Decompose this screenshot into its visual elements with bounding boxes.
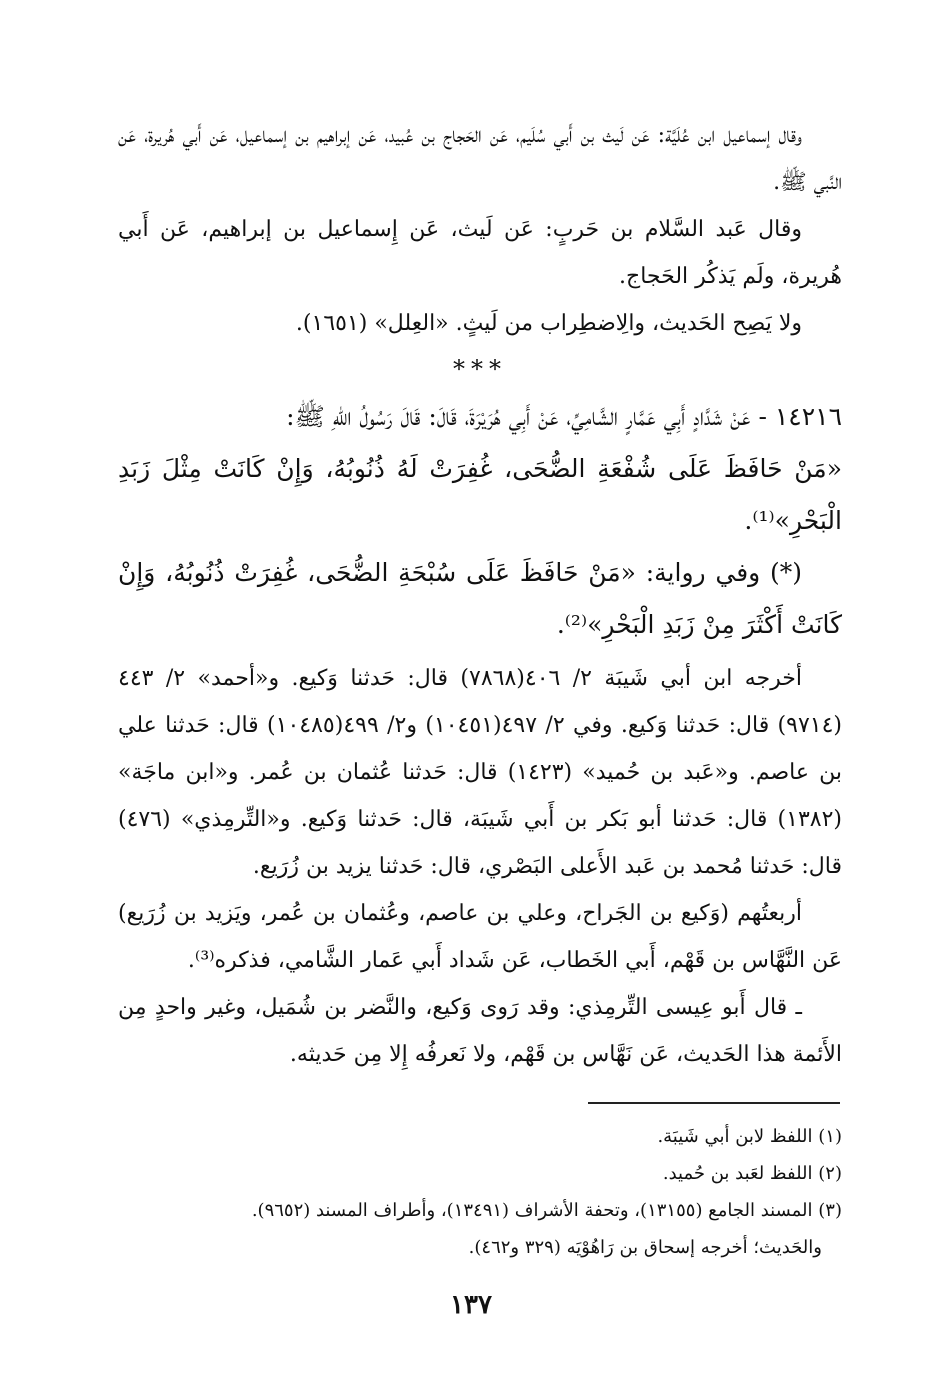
footnote-2: (٢) اللفظ لعَبد بن حُميد. xyxy=(662,1163,842,1184)
hadith-isnad: عَنْ شَدَّادٍ أَبِي عَمَّارٍ الشَّامِيِّ، عَنْ أَبِي هُرَيْرَةَ، قَالَ: قَالَ رَسُولُ اللهِ ﷺ: xyxy=(286,402,751,431)
hadith-heading xyxy=(118,391,842,443)
takhrij-paragraph-3: ـ قال أَبو عِيسى التِّرمِذي: وقد رَوى وَكيع، والنَّضر بن شُمَيل، وغير واحدٍ مِن الأَئمة هذا الحَديث، عَن نَهَّاس بن قَهْم، ولا نَعرفُه إِلا مِن حَديثه. xyxy=(118,995,842,1067)
footnote-1: (١) اللفظ لابن أبي شَيبَة. xyxy=(657,1126,842,1147)
footnote-3: (٣) المسند الجامع (١٣١٥٥)، وتحفة الأشراف (١٣٤٩١)، وأطراف المسند (٩٦٥٢). xyxy=(251,1200,842,1221)
takhrij-paragraph-1: أخرجه ابن أبي شَيبَة ٢/ ٤٠٦(٧٨٦٨) قال: حَدثنا وَكيع. و«أحمد» ٢/ ٤٤٣ (٩٧١٤) قال: حَدثنا وَكيع. وفي ٢/ ٤٩٧(١٠٤٥١) و٢/ ٤٩٩(١٠٤٨٥) قال: حَدثنا علي بن عاصم. و«عَبد بن حُميد» (١٤٢٣) قال: حَدثنا عُثمان بن عُمر. و«ابن ماجَة» (١٣٨٢) قال: حَدثنا أبو بَكر بن أَبي شَيبَة، قال: حَدثنا وَكيع. و«التِّرمِذي» (٤٧٦) قال: حَدثنا مُحمد بن عَبد الأَعلى البَصْري، قال: حَدثنا يزيد بن زُرَيع. xyxy=(118,666,842,879)
hadith-number: ١٤٢١٦ xyxy=(774,402,842,431)
footnote-divider xyxy=(588,1102,840,1104)
takhrij-paragraph-2: أربعتُهم (وَكيع بن الجَراح، وعلي بن عاصم، وعُثمان بن عُمر، ويَزيد بن زُرَيع) عَن النَّهَّاس بن قَهْم، أَبي الخَطاب، عَن شَداد أَبي عَمار الشَّامي، فذكره⁽³⁾. xyxy=(118,901,842,973)
hadith-matn: «مَنْ حَافَظَ عَلَى شُفْعَةِ الضُّحَى، غُفِرَتْ لَهُ ذُنُوبُهُ، وَإِنْ كَانَتْ مِثْلَ زَبَدِ الْبَحْرِ»⁽¹⁾. xyxy=(118,454,842,535)
hadith-variant: (*) وفي رواية: «مَنْ حَافَظَ عَلَى سُبْحَةِ الضُّحَى، غُفِرَتْ ذُنُوبُهُ، وَإِنْ كَانَتْ أَكْثَرَ مِنْ زَبَدِ الْبَحْرِ»⁽²⁾. xyxy=(118,558,842,639)
hadith-dash: - xyxy=(750,402,767,431)
page-number: ١٣٧ xyxy=(450,1290,492,1320)
paragraph-ilal-note: ولا يَصِح الحَديث، والِاضطِراب من لَيثٍ. «العِلل» (١٦٥١). xyxy=(295,311,802,336)
paragraph-abd-al-salam: وقال عَبد السَّلام بن حَربٍ: عَن لَيث، عَن إِسماعيل بن إبراهيم، عَن أَبي هُريرة، ولَم يَذكُر الحَجاج. xyxy=(118,217,842,289)
footnotes xyxy=(118,1118,842,1266)
footnote-3-continuation: والحَديث؛ أخرجه إسحاق بن رَاهُوْيَه (٣٢٩ و٤٦٢). xyxy=(468,1237,822,1258)
main-text xyxy=(118,112,842,1078)
section-separator-stars: *** xyxy=(453,355,507,383)
paragraph-ibn-ulayya: وقال إسماعيل ابن عُلَيَّة: عَن لَيث بن أَبي سُلَيم، عَن الحَجاج بن عُبيد، عَن إبراهيم بن إسماعيل، عَن أَبي هُريرة، عَن النَّبي ﷺ. xyxy=(118,123,842,195)
